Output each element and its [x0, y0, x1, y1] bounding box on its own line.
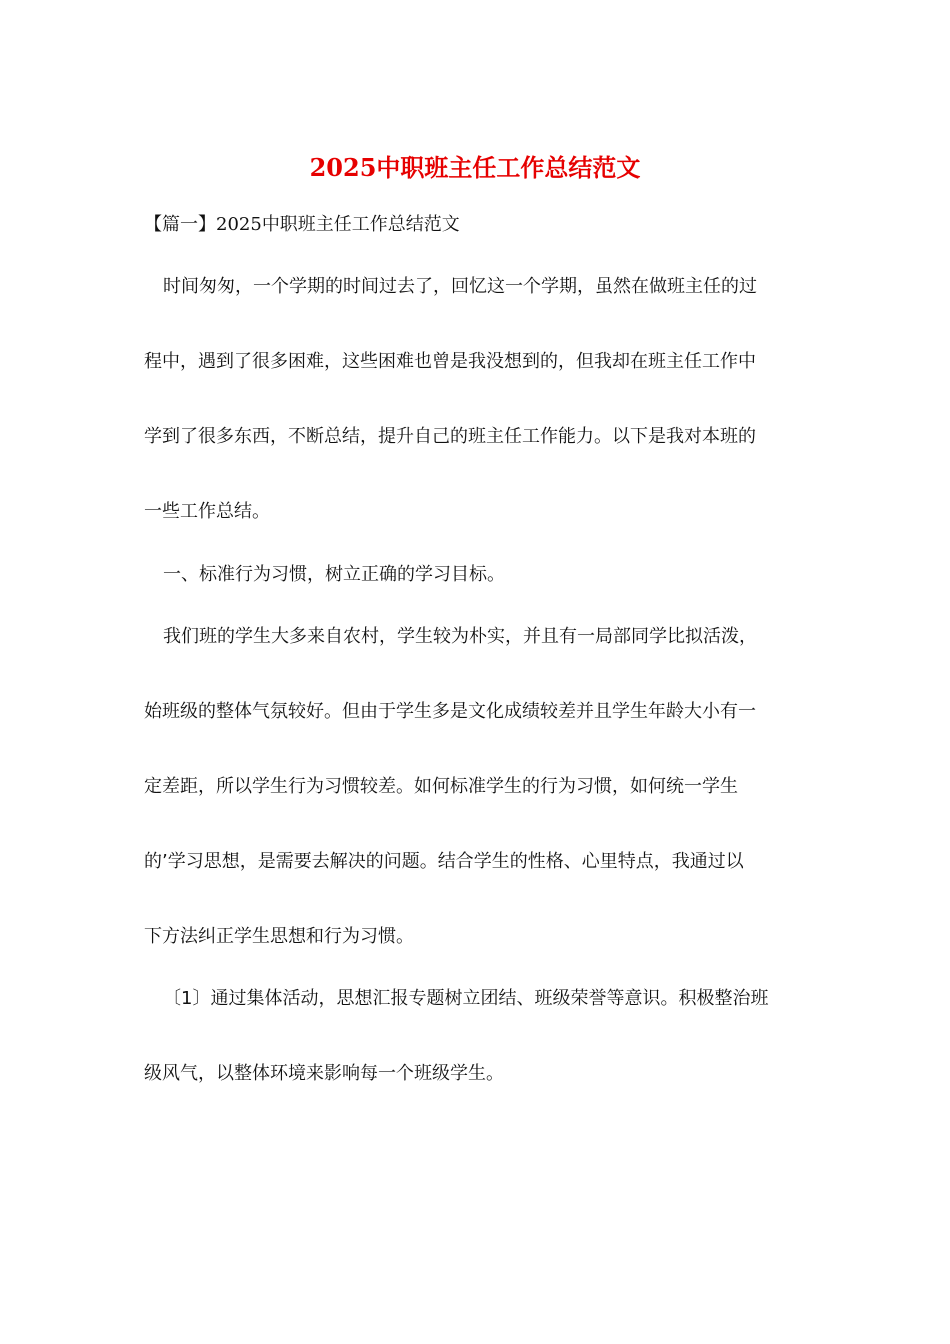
- document-title: 2025中职班主任工作总结范文: [309, 153, 641, 182]
- subsection-heading: 一、标准行为习惯，树立正确的学习目标。: [163, 564, 505, 585]
- paragraph-line: 的’学习思想，是需要去解决的问题。结合学生的性格、心里特点，我通过以: [144, 851, 744, 872]
- heading-label: 篇一: [162, 214, 198, 235]
- list-item-line: 〔1〕通过集体活动，思想汇报专题树立团结、班级荣誉等意识。积极整治班: [163, 988, 769, 1009]
- heading-text: 中职班主任工作总结范文: [261, 214, 460, 235]
- heading-bracket-open: 【: [144, 214, 162, 235]
- paragraph-line: 我们班的学生大多来自农村，学生较为朴实，并且有一局部同学比拟活泼，: [163, 626, 757, 647]
- paragraph-line: 时间匆匆，一个学期的时间过去了，回忆这一个学期，虽然在做班主任的过: [163, 276, 757, 297]
- list-item-line: 级风气，以整体环境来影响每一个班级学生。: [144, 1063, 504, 1084]
- section-heading: [144, 210, 460, 240]
- paragraph-line: 下方法纠正学生思想和行为习惯。: [144, 926, 414, 947]
- paragraph-line: 一些工作总结。: [144, 501, 270, 522]
- paragraph-line: 学到了很多东西，不断总结，提升自己的班主任工作能力。以下是我对本班的: [144, 426, 756, 447]
- heading-year: 2025: [216, 214, 262, 235]
- paragraph-line: 程中，遇到了很多困难，这些困难也曾是我没想到的，但我却在班主任工作中: [144, 351, 756, 372]
- heading-bracket-close: 】: [198, 214, 216, 235]
- paragraph-line: 始班级的整体气氛较好。但由于学生多是文化成绩较差并且学生年龄大小有一: [144, 701, 756, 722]
- paragraph-line: 定差距，所以学生行为习惯较差。如何标准学生的行为习惯，如何统一学生: [144, 776, 738, 797]
